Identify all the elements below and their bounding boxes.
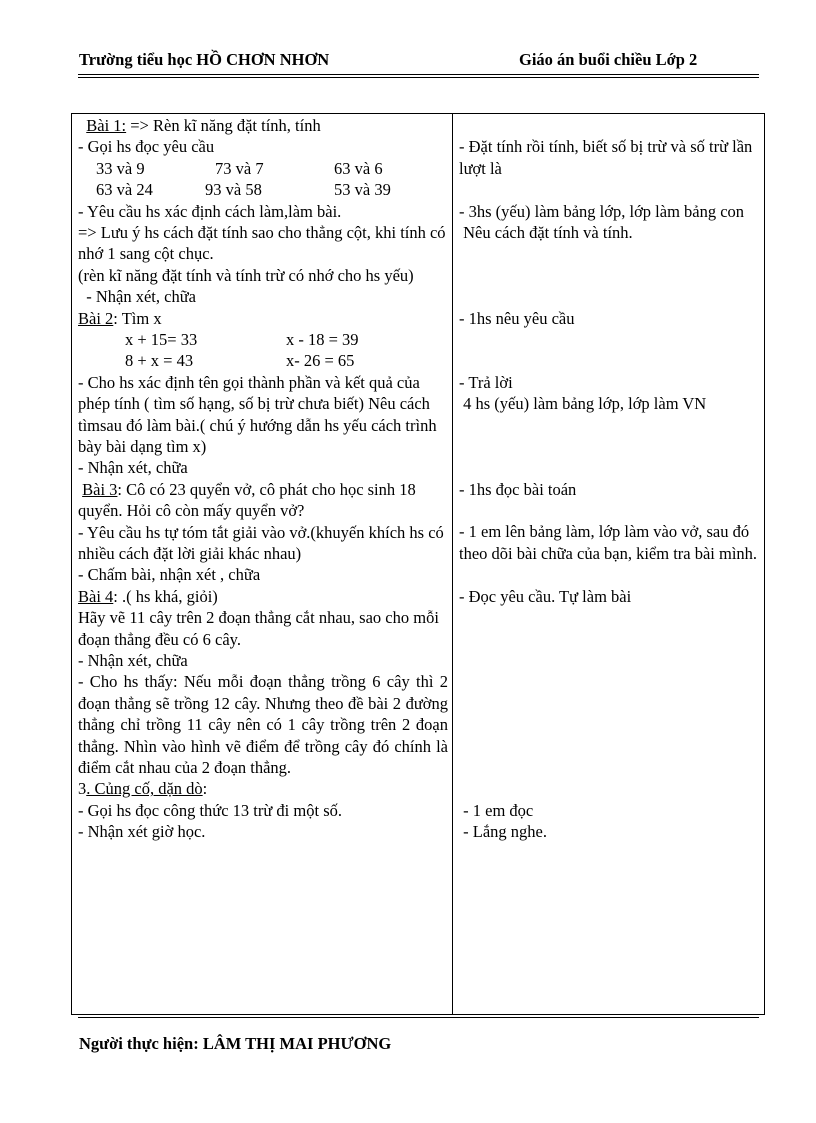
exercise-1-row-2 bbox=[78, 179, 448, 200]
header-school: Trường tiểu học HỒ CHƠN NHƠN bbox=[79, 50, 330, 69]
header-subject: Giáo án buổi chiều Lớp 2 bbox=[519, 50, 698, 69]
exercise-3-review: - Chấm bài, nhận xét , chữa bbox=[78, 565, 261, 585]
exercise-1-instruction: - Gọi hs đọc yêu cầu bbox=[78, 137, 215, 157]
section-3-title: . Củng cố, dặn dò bbox=[86, 779, 203, 799]
header-rule-top bbox=[78, 74, 759, 75]
student-activity: - 1hs nêu yêu cầu bbox=[459, 308, 575, 328]
student-activities-column bbox=[459, 115, 759, 842]
student-activity: - Đọc yêu cầu. Tự làm bài bbox=[459, 586, 632, 606]
exercise-2-row-2 bbox=[78, 350, 448, 371]
exercise-3-label: Bài 3 bbox=[82, 479, 118, 499]
exercise-4-review: - Nhận xét, chữa bbox=[78, 650, 188, 670]
exercise-4-title: : .( hs khá, giỏi) bbox=[113, 586, 218, 606]
equation: x - 18 = 39 bbox=[286, 329, 359, 349]
exercise-3-text: : Cô có 23 quyển vở, cô phát cho học sinh 18 quyển. Hỏi cô còn mấy quyển vở? bbox=[78, 479, 416, 521]
section-3-colon: : bbox=[202, 779, 208, 799]
exercise-1-review: - Nhận xét, chữa bbox=[78, 287, 196, 307]
section-3-number: 3 bbox=[78, 779, 87, 799]
equation: 8 + x = 43 bbox=[125, 351, 194, 371]
table-bottom-rule-2 bbox=[78, 1017, 759, 1018]
pair: 63 và 24 bbox=[96, 180, 153, 200]
section-3-item-2: - Nhận xét giờ học. bbox=[78, 822, 206, 842]
exercise-1-title: => Rèn kĩ năng đặt tính, tính bbox=[126, 116, 321, 135]
exercise-3-request: - Yêu cầu hs tự tóm tắt giải vào vở.(khuyến khích hs có nhiều cách đặt lời giải khác nhau) bbox=[78, 522, 444, 563]
pair: 93 và 58 bbox=[205, 180, 262, 200]
exercise-2-row-1 bbox=[78, 329, 448, 350]
student-activity: - 1 em đọc bbox=[459, 800, 534, 820]
exercise-1-row-1 bbox=[78, 158, 448, 179]
column-divider bbox=[452, 113, 453, 1015]
pair: 53 và 39 bbox=[334, 180, 391, 200]
student-activity: - 1hs đọc bài toán bbox=[459, 479, 577, 499]
student-activity: - 3hs (yếu) làm bảng lớp, lớp làm bảng con bbox=[459, 201, 745, 221]
equation: x + 15= 33 bbox=[125, 329, 198, 349]
exercise-4-explanation: - Cho hs thấy: Nếu mỗi đoạn thẳng trồng 6 cây thì 2 đoạn thẳng sẽ trồng 12 cây. Nhưng theo đề bài 2 đường thẳng chỉ trồng 11 cây nên có 1 cây trồng trên 2 đoạn thẳng. Nhìn vào hình vẽ điểm để trồng cây đó chính là điểm cắt nhau của 2 đoạn thẳng. bbox=[78, 672, 448, 777]
author-line bbox=[79, 1034, 391, 1054]
student-activity: - 1 em lên bảng làm, lớp làm vào vở, sau đó theo dõi bài chữa của bạn, kiểm tra bài mình. bbox=[459, 522, 758, 563]
section-3-item-1: - Gọi hs đọc công thức 13 trừ đi một số. bbox=[78, 800, 342, 820]
equation: x- 26 = 65 bbox=[286, 351, 355, 371]
author-name: LÂM THỊ MAI PHƯƠNG bbox=[202, 1034, 392, 1053]
pair: 73 và 7 bbox=[215, 158, 264, 178]
exercise-2-guide: - Cho hs xác định tên gọi thành phần và kết quả của phép tính ( tìm số hạng, số bị trừ chưa biết) Nêu cách tìmsau đó làm bài.( chú ý hướng dẫn hs yếu cách trình bày bài dạng tìm x) bbox=[78, 372, 437, 456]
student-activity: 4 hs (yếu) làm bảng lớp, lớp làm VN bbox=[459, 394, 707, 414]
exercise-2-label: Bài 2 bbox=[78, 308, 114, 328]
exercise-1-remark: (rèn kĩ năng đặt tính và tính trừ có nhớ cho hs yếu) bbox=[78, 265, 414, 285]
exercise-1-request: - Yêu cầu hs xác định cách làm,làm bài. bbox=[78, 201, 342, 221]
table-bottom-rule-1 bbox=[78, 1014, 759, 1015]
pair: 63 và 6 bbox=[334, 158, 383, 178]
student-activity: - Lắng nghe. bbox=[459, 821, 547, 841]
author-label: Người thực hiện: bbox=[79, 1034, 203, 1053]
pair: 33 và 9 bbox=[96, 158, 145, 178]
exercise-2-review: - Nhận xét, chữa bbox=[78, 458, 188, 478]
teacher-activities-column bbox=[78, 115, 448, 843]
student-activity: Nêu cách đặt tính và tính. bbox=[459, 223, 633, 242]
exercise-4-label: Bài 4 bbox=[78, 586, 114, 606]
header-rule-bottom bbox=[78, 77, 759, 78]
exercise-1-label: Bài 1: bbox=[86, 116, 127, 135]
exercise-4-text: Hãy vẽ 11 cây trên 2 đoạn thẳng cắt nhau, sao cho mỗi đoạn thẳng đều có 6 cây. bbox=[78, 608, 439, 649]
exercise-2-title: : Tìm x bbox=[113, 308, 162, 328]
student-activity: - Trả lời bbox=[459, 372, 513, 392]
exercise-1-note: => Lưu ý hs cách đặt tính sao cho thẳng cột, khi tính có nhớ 1 sang cột chục. bbox=[78, 222, 446, 264]
student-activity: - Đặt tính rồi tính, biết số bị trừ và số trừ lần lượt là bbox=[459, 137, 753, 178]
